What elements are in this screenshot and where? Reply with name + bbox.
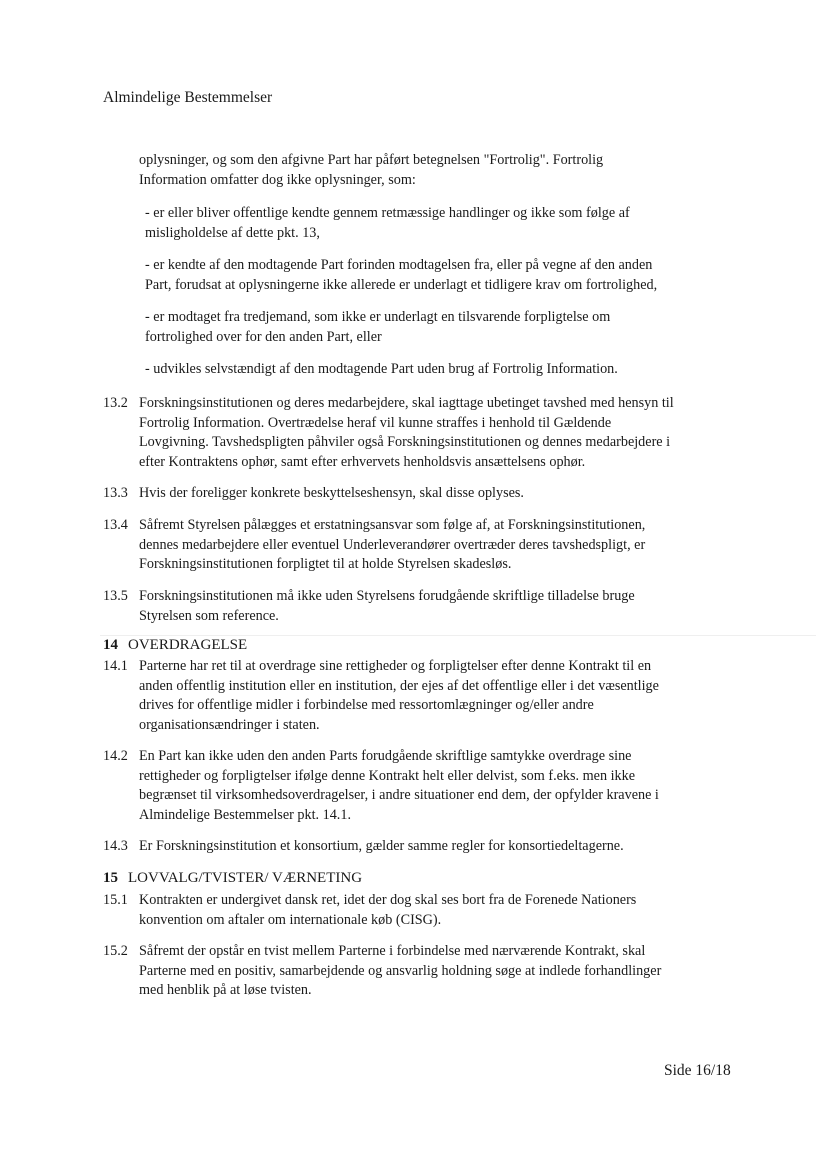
section-number: 14: [103, 637, 118, 653]
clause-line: Forskningsinstitutionen forpligtet til at holde Styrelsen skadesløs.: [139, 556, 512, 572]
clause-number: 13.5: [103, 588, 128, 604]
bullet-item: [145, 204, 705, 243]
section-heading: [103, 869, 362, 889]
clause-text: [139, 484, 739, 504]
page-number: Side 16/18: [664, 1062, 731, 1079]
clause-line: Forskningsinstitutionen må ikke uden Styrelsens forudgående skriftlige tilladelse bruge: [139, 588, 635, 604]
clause-text: [139, 516, 739, 575]
clause-text: [139, 837, 739, 857]
clause-line: Såfremt der opstår en tvist mellem Parterne i forbindelse med nærværende Kontrakt, skal: [139, 943, 646, 959]
clause-line: anden offentlig institution eller en institution, der ejes af det offentlige eller i det væsentlige: [139, 677, 659, 694]
clause-number: 14.1: [103, 658, 128, 674]
clause-text: [139, 587, 739, 626]
clause-line: Fortrolig Information. Overtrædelse heraf vil kunne straffes i henhold til Gældende: [139, 414, 612, 431]
intro-line: oplysninger, og som den afgivne Part har påført betegnelsen "Fortrolig". Fortrolig: [139, 152, 604, 168]
clause-line: organisationsændringer i staten.: [139, 716, 320, 733]
clause-line: konvention om aftaler om internationale køb (CISG).: [139, 911, 442, 928]
clause-line: efter Kontraktens ophør, samt efter erhvervets henholdsvis ansættelsens ophør.: [139, 453, 586, 470]
bullet-item: [145, 308, 705, 347]
clause-number: 13.4: [103, 517, 128, 533]
clause-line: Parterne med en positiv, samarbejdende og ansvarlig holdning søge at indlede forhandlinger: [139, 962, 662, 979]
bullet-line: misligholdelse af dette pkt. 13,: [145, 224, 320, 241]
bullet-line: - udvikles selvstændigt af den modtagende Part uden brug af Fortrolig Information.: [145, 361, 618, 377]
clause-number: 14.3: [103, 838, 128, 854]
bullet-item: [145, 256, 705, 295]
clause-number: 13.2: [103, 395, 128, 411]
clause-number: 15.1: [103, 892, 128, 908]
clause-line: Parterne har ret til at overdrage sine rettigheder og forpligtelser efter denne Kontrakt til en: [139, 658, 652, 674]
clause-line: Lovgivning. Tavshedspligten påhviler også Forskningsinstitutionen og dennes medarbejdere i: [139, 434, 671, 450]
clause-line: med henblik på at løse tvisten.: [139, 982, 312, 998]
clause-text: [139, 891, 739, 930]
bullet-line: fortrolighed over for den anden Part, eller: [145, 328, 382, 345]
clause-text: [139, 657, 739, 735]
intro-paragraph: [139, 151, 739, 190]
clause-line: drives for offentlige midler i forbindelse med ressortomlægninger og/eller andre: [139, 697, 594, 713]
clause-line: Forskningsinstitutionen og deres medarbejdere, skal iagttage ubetinget tavshed med hensyn til: [139, 395, 674, 411]
section-number: 15: [103, 870, 118, 886]
clause-line: Almindelige Bestemmelser pkt. 14.1.: [139, 806, 351, 823]
clause-number: 15.2: [103, 943, 128, 959]
section-title: OVERDRAGELSE: [128, 637, 248, 653]
intro-line: Information omfatter dog ikke oplysninger, som:: [139, 171, 416, 188]
bullet-line: - er modtaget fra tredjemand, som ikke er underlagt en tilsvarende forpligtelse om: [145, 309, 611, 325]
clause-line: begrænset til virksomhedsoverdragelser, i andre situationer end dem, der opfylder kravene i: [139, 787, 659, 803]
clause-line: Kontrakten er undergivet dansk ret, idet der dog skal ses bort fra de Forenede Nationers: [139, 892, 637, 908]
clause-line: Hvis der foreligger konkrete beskyttelseshensyn, skal disse oplyses.: [139, 485, 524, 501]
bullet-line: - er eller bliver offentlige kendte gennem retmæssige handlinger og ikke som følge af: [145, 205, 630, 221]
clause-line: Styrelsen som reference.: [139, 607, 279, 624]
clause-text: [139, 394, 739, 472]
section-title: LOVVALG/TVISTER/ VÆRNETING: [128, 870, 363, 886]
clause-line: En Part kan ikke uden den anden Parts forudgående skriftlige samtykke overdrage sine: [139, 748, 632, 764]
clause-line: Er Forskningsinstitution et konsortium, gælder samme regler for konsortiedeltagerne.: [139, 838, 624, 854]
bullet-line: - er kendte af den modtagende Part forinden modtagelsen fra, eller på vegne af den anden: [145, 257, 653, 273]
clause-text: [139, 747, 739, 825]
clause-line: rettigheder og forpligtelser ifølge denne Kontrakt helt eller delvist, som f.eks. men ikke: [139, 767, 636, 784]
bullet-item: [145, 360, 705, 380]
clause-line: Såfremt Styrelsen pålægges et erstatningsansvar som følge af, at Forskningsinstitutionen,: [139, 517, 646, 533]
document-header: Almindelige Bestemmelser: [103, 89, 273, 106]
clause-number: 14.2: [103, 748, 128, 764]
clause-line: dennes medarbejdere eller eventuel Underleverandører overtræder deres tavshedspligt, er: [139, 536, 646, 553]
section-heading: [103, 636, 247, 656]
clause-text: [139, 942, 739, 1001]
bullet-line: Part, forudsat at oplysningerne ikke allerede er underlagt et tidligere krav om fortrolighed,: [145, 276, 658, 293]
clause-number: 13.3: [103, 485, 128, 501]
